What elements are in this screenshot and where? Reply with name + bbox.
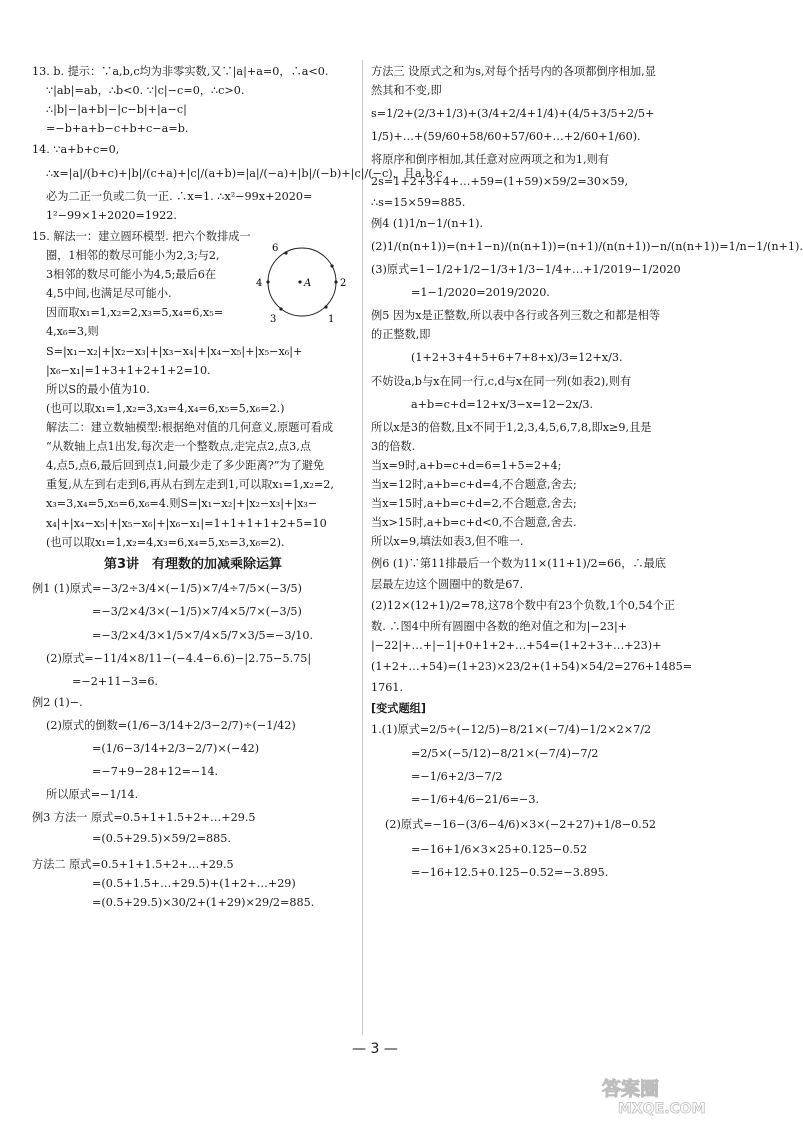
example-1 xyxy=(32,581,354,689)
right-column xyxy=(371,64,803,884)
ex3c-line: 将原序和倒序相加,其任意对应两项之和为1,则有 xyxy=(371,153,609,167)
example-6 xyxy=(371,556,723,696)
ex3c-line: 方法三 设原式之和为s,对每个括号内的各项都倒序相加,显 xyxy=(371,65,656,78)
watermark-url: MXQE.COM xyxy=(618,1101,706,1117)
ex5-line: 当x=12时,a+b=c+d=4,不合题意,舍去; xyxy=(371,478,577,492)
ex5-line: (1+2+3+4+5+6+7+8+x)/3=12+x/3. xyxy=(411,351,623,365)
ex2-line: (2)原式的倒数=(1/6−3/14+2/3−2/7)÷(−1/42) xyxy=(46,718,296,732)
q15-line: 4,5中间,也满足尽可能小. xyxy=(46,287,172,301)
v1-line: =2/5×(−5/12)−8/21×(−7/4)−7/2 xyxy=(411,746,599,760)
ex5-line: 当x=15时,a+b=c+d=2,不合题意,舍去; xyxy=(371,497,577,511)
v1-line: =−1/6+2/3−7/2 xyxy=(411,769,503,783)
ex3c-line: ∴s=15×59=885. xyxy=(371,195,466,209)
example-2 xyxy=(32,695,354,803)
example-3 xyxy=(32,810,354,910)
ex4-line: =1−1/2020=2019/2020. xyxy=(411,286,550,300)
example-4 xyxy=(371,216,803,300)
ex3-line: 例3 方法一 原式=0.5+1+1.5+2+…+29.5 xyxy=(32,811,256,825)
q15-line: |x₆−x₁|=1+3+1+2+1+2=10. xyxy=(46,363,211,377)
ex3c-line: 2s=1+2+3+4+…+59=(1+59)×59/2=30×59, xyxy=(371,174,629,188)
ex3-line: =(0.5+29.5)×30/2+(1+29)×29/2=885. xyxy=(92,895,315,909)
label-2: 2 xyxy=(340,278,347,289)
v1-line: 1.(1)原式=2/5÷(−12/5)−8/21×(−7/4)−1/2×2×7/2 xyxy=(371,723,652,737)
label-6: 6 xyxy=(272,243,279,254)
point-2 xyxy=(334,280,337,283)
ex1-line: =−3/2×4/3×(−1/5)×7/4×5/7×(−3/5) xyxy=(92,605,302,619)
q15-line: 所以S的最小值为10. xyxy=(46,382,150,396)
ex5-line: a+b=c+d=12+x/3−x=12−2x/3. xyxy=(411,397,594,411)
q13-line: ∵|ab|=ab，∴b<0. ∵|c|−c=0，∴c>0. xyxy=(46,84,245,98)
ex6-line: 数. ∴图4中所有圆圈中各数的绝对值之和为|−23|+ xyxy=(371,619,628,633)
q15-line: 3相邻的数尽可能小为4,5;最后6在 xyxy=(46,268,217,282)
label-a: A xyxy=(304,278,312,289)
variant-group-title: [变式题组] xyxy=(371,702,426,716)
example-3-method-3 xyxy=(371,64,723,210)
q15-line: 圈，1相邻的数尽可能小为2,3;与2, xyxy=(46,248,220,262)
q13-line: =−b+a+b−c+b+c−a=b. xyxy=(46,122,189,136)
q15-line: 4,点5,点6,最后回到点1,问最少走了多少距离?”为了避免 xyxy=(46,459,325,473)
ex5-line: 所以x是3的倍数,且x不同于1,2,3,4,5,6,7,8,即x≥9,且是 xyxy=(371,420,652,434)
variant-1 xyxy=(371,722,723,880)
ex1-line: 例1 (1)原式=−3/2÷3/4×(−1/5)×7/4÷7/5×(−3/5) xyxy=(32,582,302,596)
q15-line: S=|x₁−x₂|+|x₂−x₃|+|x₃−x₄|+|x₄−x₅|+|x₅−x₆|+ xyxy=(46,344,303,358)
q15-line: x₄|+|x₄−x₅|+|x₅−x₆|+|x₆−x₁|=1+1+1+1+2+5=10 xyxy=(46,516,327,530)
q15-line: 重复,从左到右走到6,再从右到左走到1,可以取x₁=1,x₂=2, xyxy=(46,478,334,492)
ex1-line: =−3/2×4/3×1/5×7/4×5/7×3/5=−3/10. xyxy=(92,628,314,642)
q14-line: 1²−99×1+2020=1922. xyxy=(46,208,177,222)
ex5-line: 当x=9时,a+b=c+d=6=1+5=2+4; xyxy=(371,458,562,472)
ex4-line: 例4 (1)1/n−1/(n+1). xyxy=(371,216,484,230)
q13-line: 13. b. 提示：∵a,b,c均为非零实数,又∵|a|+a=0，∴a<0. xyxy=(32,65,329,78)
ex6-line: 例6 (1)∵第11排最后一个数为11×(11+1)/2=66，∴最底 xyxy=(371,556,666,570)
ex6-line: 1761. xyxy=(371,681,404,695)
ex4-line: (3)原式=1−1/2+1/2−1/3+1/3−1/4+…+1/2019−1/2020 xyxy=(371,262,681,276)
ex2-line: 所以原式=−1/14. xyxy=(46,788,139,802)
point-4 xyxy=(266,280,269,283)
circle-svg xyxy=(250,240,350,324)
v1-line: =−16+1/6×3×25+0.125−0.52 xyxy=(411,842,588,856)
q14-line: ∴x=|a|/(b+c)+|b|/(c+a)+|c|/(a+b)=|a|/(−a)+|b|/(−b)+|c|/(−c)，且a,b,c xyxy=(46,166,443,180)
ex6-line: |−22|+…+|−1|+0+1+2+…+54=(1+2+3+…+23)+ xyxy=(371,638,662,652)
ex1-line: =−2+11−3=6. xyxy=(72,674,159,688)
q15-line: 4,x₆=3,则 xyxy=(46,325,99,339)
q15-line: 解法二：建立数轴模型:根据绝对值的几何意义,原题可看成 xyxy=(46,420,334,434)
v1-line: (2)原式=−16−(3/6−4/6)×3×(−2+27)+1/8−0.52 xyxy=(385,817,657,831)
ex3c-line: 1/5)+…+(59/60+58/60+57/60+…+2/60+1/60). xyxy=(371,130,641,144)
ex3-line: 方法二 原式=0.5+1+1.5+2+…+29.5 xyxy=(32,857,234,871)
ex5-line: 例5 因为x是正整数,所以表中各行或各列三数之和都是相等 xyxy=(371,309,661,323)
ex6-line: (1+2+…+54)=(1+23)×23/2+(1+54)×54/2=276+1485= xyxy=(371,660,693,674)
q15-line: 因而取x₁=1,x₂=2,x₃=5,x₄=6,x₅= xyxy=(46,306,224,320)
ex6-line: 层最左边这个圆圈中的数是67. xyxy=(371,577,524,591)
q13-line: ∴|b|−|a+b|−|c−b|+|a−c| xyxy=(46,103,187,117)
point-3 xyxy=(279,307,282,310)
point-6 xyxy=(284,251,287,254)
circle-diagram xyxy=(250,240,350,328)
ex5-line: 的正整数,即 xyxy=(371,328,431,342)
ex2-line: 例2 (1)−. xyxy=(32,695,83,709)
q15-line: 15. 解法一：建立圆环模型. 把六个数排成一 xyxy=(32,229,251,243)
example-5 xyxy=(371,308,723,549)
ex5-line: 3的倍数. xyxy=(371,439,416,453)
v1-line: =−16+12.5+0.125−0.52=−3.895. xyxy=(411,866,609,880)
ex2-line: =(1/6−3/14+2/3−2/7)×(−42) xyxy=(92,742,260,756)
ex3c-line: 然其和不变,即 xyxy=(371,84,442,98)
ex4-line: (2)1/(n(n+1))=(n+1−n)/(n(n+1))=(n+1)/(n(n+1))−n/(n(n+1))=1/n−1/(n+1). xyxy=(371,239,803,253)
ex5-line: 当x>15时,a+b=c+d<0,不合题意,舍去. xyxy=(371,516,577,530)
watermark-text: 答案圈 xyxy=(602,1078,660,1100)
point-1-top xyxy=(330,264,333,267)
ex3-line: =(0.5+1.5+…+29.5)+(1+2+…+29) xyxy=(92,876,296,890)
section-title: 第3讲 有理数的加减乘除运算 xyxy=(103,556,283,572)
column-divider xyxy=(362,60,363,1035)
page-number: — 3 — xyxy=(352,1041,398,1057)
ex5-line: 所以x=9,填法如表3,但不唯一. xyxy=(371,535,524,549)
q15-line: (也可以取x₁=1,x₂=3,x₃=4,x₄=6,x₅=5,x₆=2.) xyxy=(46,401,285,415)
center-dot xyxy=(298,280,301,283)
label-4: 4 xyxy=(256,278,263,289)
ex6-line: (2)12×(12+1)/2=78,这78个数中有23个负数,1个0,54个正 xyxy=(371,598,676,612)
q15-line: x₃=3,x₄=5,x₅=6,x₆=4.则S=|x₁−x₂|+|x₂−x₃|+|x₃− xyxy=(46,497,318,511)
q14-line: 14. ∵a+b+c=0, xyxy=(32,143,120,157)
label-3: 3 xyxy=(270,314,277,325)
ex3c-line: s=1/2+(2/3+1/3)+(3/4+2/4+1/4)+(4/5+3/5+2/5+ xyxy=(371,107,655,121)
label-1: 1 xyxy=(328,314,335,325)
ex2-line: =−7+9−28+12=−14. xyxy=(92,765,219,779)
watermark-logo xyxy=(598,1075,738,1117)
q14-line: 必为二正一负或二负一正. ∴x=1. ∴x²−99x+2020= xyxy=(46,189,313,203)
answer-13 xyxy=(32,64,354,136)
ex3-line: =(0.5+29.5)×59/2=885. xyxy=(92,832,231,846)
ex1-line: (2)原式=−11/4×8/11−(−4.4−6.6)−|2.75−5.75| xyxy=(46,651,312,665)
v1-line: =−1/6+4/6−21/6=−3. xyxy=(411,792,540,806)
ex5-line: 不妨设a,b与x在同一行,c,d与x在同一列(如表2),则有 xyxy=(371,374,632,388)
q15-line: “从数轴上点1出发,每次走一个整数点,走完点2,点3,点 xyxy=(46,440,312,454)
point-1 xyxy=(324,305,327,308)
q15-line: (也可以取x₁=1,x₂=4,x₃=6,x₄=5,x₅=3,x₆=2). xyxy=(46,535,285,549)
